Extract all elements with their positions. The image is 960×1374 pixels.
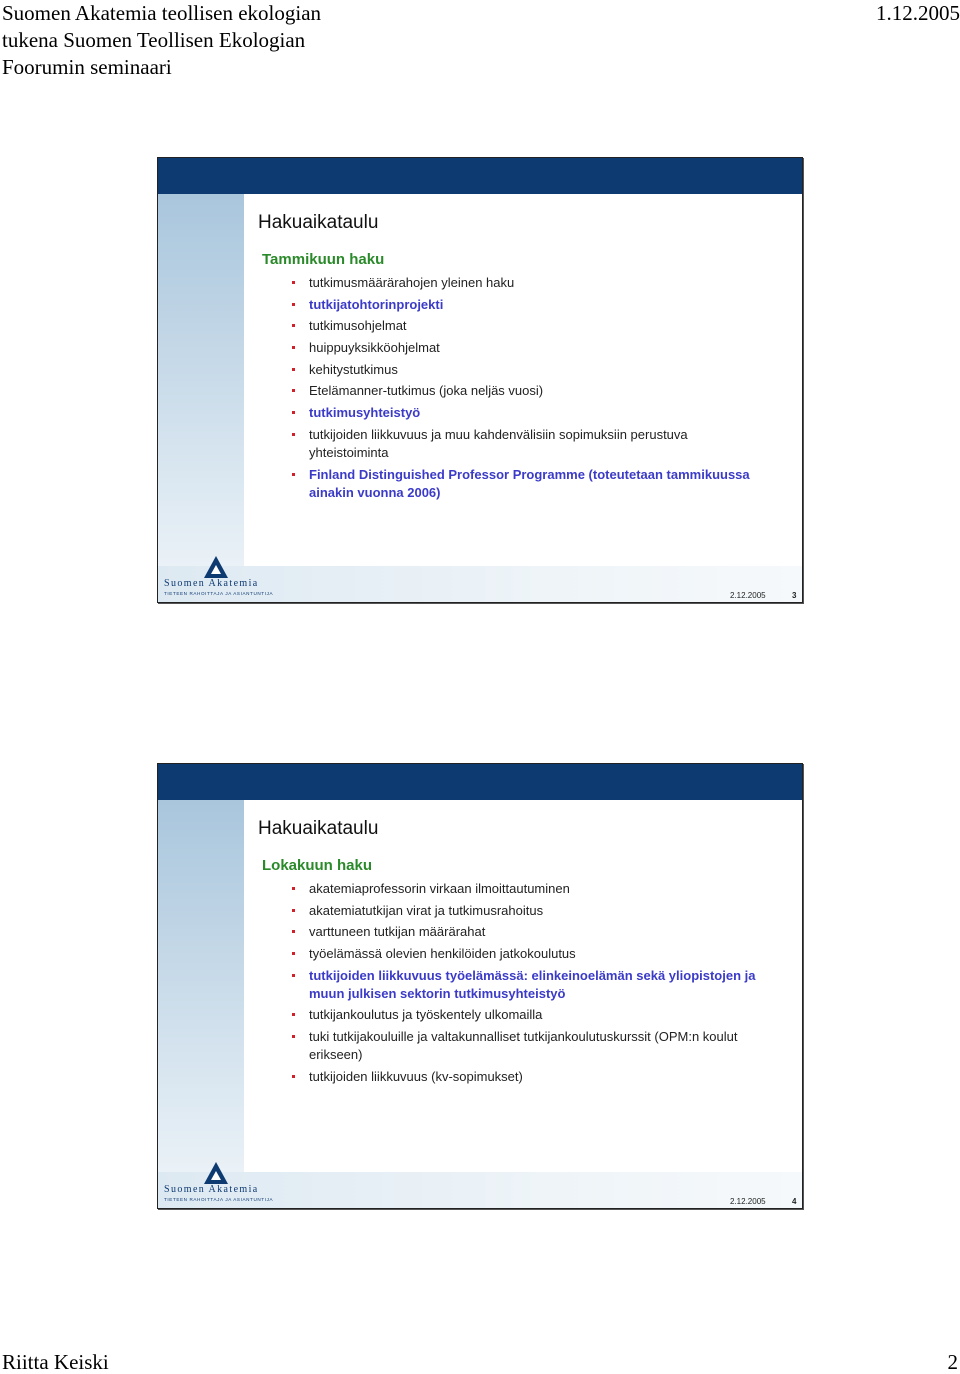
logo-name: Suomen Akatemia (164, 578, 259, 589)
header-line-2: tukena Suomen Teollisen Ekologian (2, 28, 306, 52)
page-number: 2 (947, 1350, 958, 1374)
slide-left-bar (158, 800, 244, 1172)
list-item: Etelämanner-tutkimus (joka neljäs vuosi) (291, 382, 761, 400)
akatemia-emblem-icon (204, 556, 228, 578)
slide-3 (157, 157, 803, 603)
slide-bullet-list (291, 274, 761, 505)
list-item: tutkijoiden liikkuvuus työelämässä: elinkeinoelämän sekä yliopistojen ja muun julkisen sektorin tutkimusyhteistyö (291, 967, 761, 1003)
header-line-3: Foorumin seminaari (2, 55, 172, 79)
list-item: tutkijoiden liikkuvuus ja muu kahdenvälisiin sopimuksiin perustuva yhteistoiminta (291, 426, 761, 462)
list-item: tutkimusmäärärahojen yleinen haku (291, 274, 761, 292)
slide-title: Hakuaikataulu (258, 212, 379, 233)
slide-number: 3 (792, 591, 797, 600)
suomen-akatemia-logo (162, 554, 274, 598)
akatemia-emblem-icon (204, 1162, 228, 1184)
list-item: kehitystutkimus (291, 361, 761, 379)
slide-bullet-list (291, 880, 761, 1090)
list-item: akatemiatutkijan virat ja tutkimusrahoitus (291, 902, 761, 920)
list-item: tuki tutkijakouluille ja valtakunnalliset tutkijankoulutuskurssit (OPM:n koulut erikseen) (291, 1028, 761, 1064)
slide-date: 2.12.2005 (730, 1197, 766, 1206)
slide-subtitle: Lokakuun haku (262, 857, 373, 874)
slide-4 (157, 763, 803, 1209)
list-item: akatemiaprofessorin virkaan ilmoittautuminen (291, 880, 761, 898)
list-item: tutkimusohjelmat (291, 317, 761, 335)
list-item: Finland Distinguished Professor Programme (toteutetaan tammikuussa ainakin vuonna 2006) (291, 466, 761, 502)
logo-tagline: TIETEEN RAHOITTAJA JA ASIANTUNTIJA (164, 591, 274, 596)
slide-subtitle: Tammikuun haku (262, 251, 385, 268)
page-header (0, 0, 960, 81)
list-item: tutkimusyhteistyö (291, 404, 761, 422)
suomen-akatemia-logo (162, 1160, 274, 1204)
slide-left-bar (158, 194, 244, 566)
slide-number: 4 (792, 1197, 797, 1206)
list-item: tutkijoiden liikkuvuus (kv-sopimukset) (291, 1068, 761, 1086)
slide-date: 2.12.2005 (730, 591, 766, 600)
header-line-1: Suomen Akatemia teollisen ekologian (2, 1, 322, 25)
logo-tagline: TIETEEN RAHOITTAJA JA ASIANTUNTIJA (164, 1197, 274, 1202)
page-footer (0, 1350, 960, 1374)
logo-name: Suomen Akatemia (164, 1184, 259, 1195)
list-item: tutkijankoulutus ja työskentely ulkomailla (291, 1006, 761, 1024)
list-item: varttuneen tutkijan määrärahat (291, 923, 761, 941)
slide-top-bar (158, 158, 802, 194)
footer-author: Riitta Keiski (2, 1350, 109, 1374)
slide-top-bar (158, 764, 802, 800)
slide-title: Hakuaikataulu (258, 818, 379, 839)
header-date: 1.12.2005 (876, 1, 960, 25)
list-item: työelämässä olevien henkilöiden jatkokoulutus (291, 945, 761, 963)
list-item: tutkijatohtorinprojekti (291, 296, 761, 314)
list-item: huippuyksikköohjelmat (291, 339, 761, 357)
